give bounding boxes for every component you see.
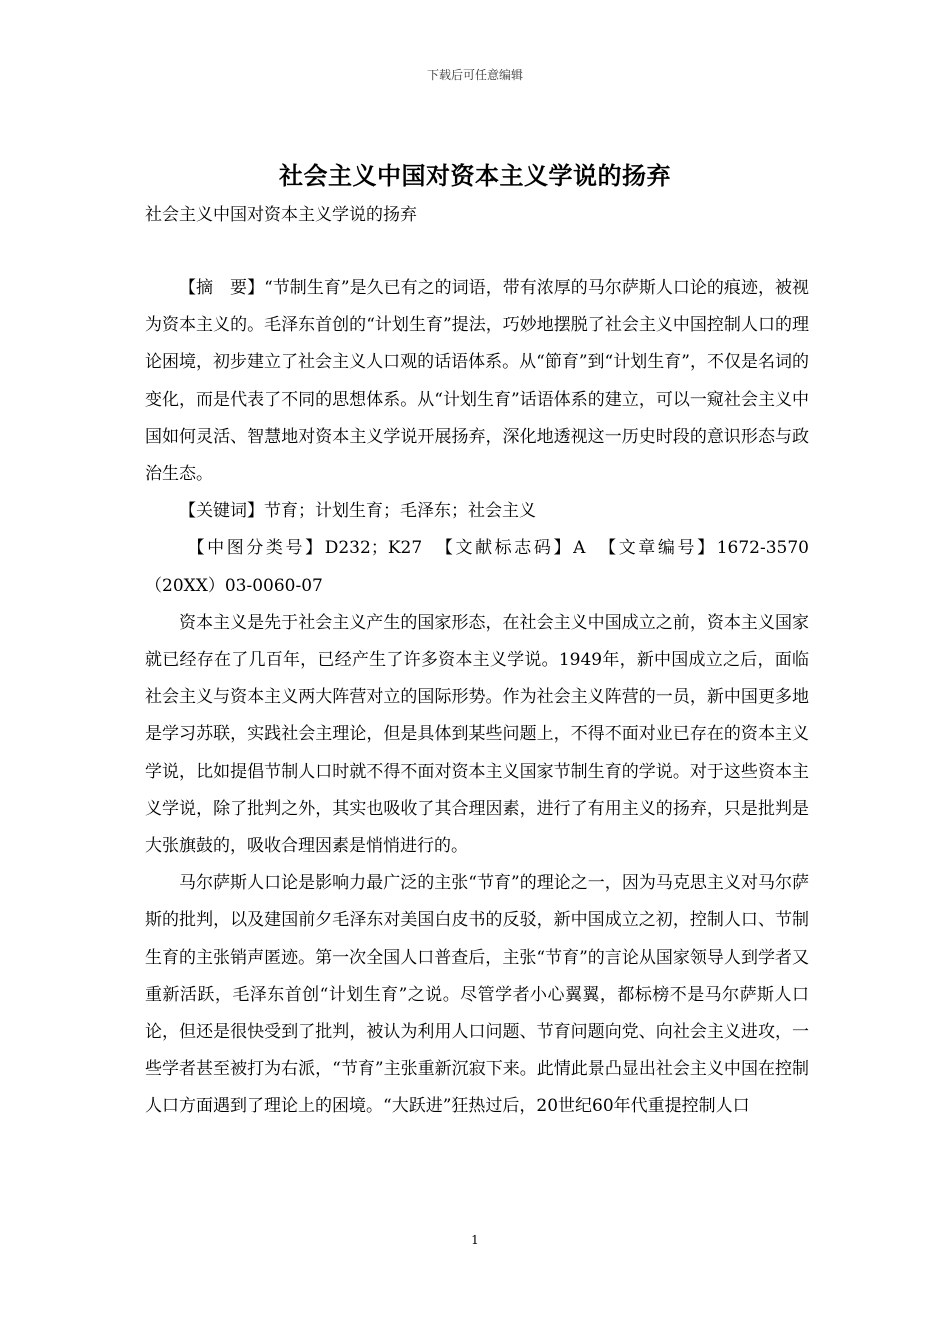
page-number: 1	[471, 1233, 479, 1247]
abstract-paragraph: 【摘 要】“节制生育”是久已有之的词语，带有浓厚的马尔萨斯人口论的痕迹，被视为资本主义的。毛泽东首创的“计划生育”提法，巧妙地摆脱了社会主义中国控制人口的理论困境，初步建立了社会主义人口观的话语体系。从“節育”到“计划生育”，不仅是名词的变化，而是代表了不同的思想体系。从“计划生育”话语体系的建立，可以一窥社会主义中国如何灵活、智慧地对资本主义学说开展扬弃，深化地透视这一历史时段的意识形态与政治生态。	[145, 278, 809, 485]
document-body	[145, 270, 809, 1126]
page-header: 下载后可任意编辑	[426, 68, 523, 82]
body-paragraph-2: 马尔萨斯人口论是影响力最广泛的主张“节育”的理论之一，因为马克思主义对马尔萨斯的批判，以及建国前夕毛泽东对美国白皮书的反驳，新中国成立之初，控制人口、节制生育的主张销声匿迹。第一次全国人口普查后，主张“节育”的言论从国家领导人到学者又重新活跃，毛泽东首创“计划生育”之说。尽管学者小心翼翼，都标榜不是马尔萨斯人口论，但还是很快受到了批判，被认为利用人口问题、节育问题向党、向社会主义进攻，一些学者甚至被打为右派，“节育”主张重新沉寂下来。此情此景凸显出社会主义中国在控制人口方面遇到了理论上的困境。“大跃进”狂热过后，20世纪60年代重提控制人口	[145, 873, 809, 1117]
body-paragraph-1: 资本主义是先于社会主义产生的国家形态，在社会主义中国成立之前，资本主义国家就已经存在了几百年，已经产生了许多资本主义学说。1949年，新中国成立之后，面临社会主义与资本主义两大阵营对立的国际形势。作为社会主义阵营的一员，新中国更多地是学习苏联，实践社会主理论，但是具体到某些问题上，不得不面对业已存在的资本主义学说，比如提倡节制人口时就不得不面对资本主义国家节制生育的学说。对于这些资本主义学说，除了批判之外，其实也吸收了其合理因素，进行了有用主义的扬弃，只是批判是大张旗鼓的，吸收合理因素是悄悄进行的。	[145, 612, 809, 857]
document-subtitle: 社会主义中国对资本主义学说的扬弃	[145, 205, 417, 225]
classification-paragraph: 【中图分类号】D232；K27 【文献标志码】A 【文章编号】1672-3570（20XX）03-0060-07	[145, 538, 809, 596]
document-title: 社会主义中国对资本主义学说的扬弃	[279, 161, 671, 190]
keywords-paragraph: 【关键词】节育；计划生育；毛泽东；社会主义	[179, 501, 536, 522]
